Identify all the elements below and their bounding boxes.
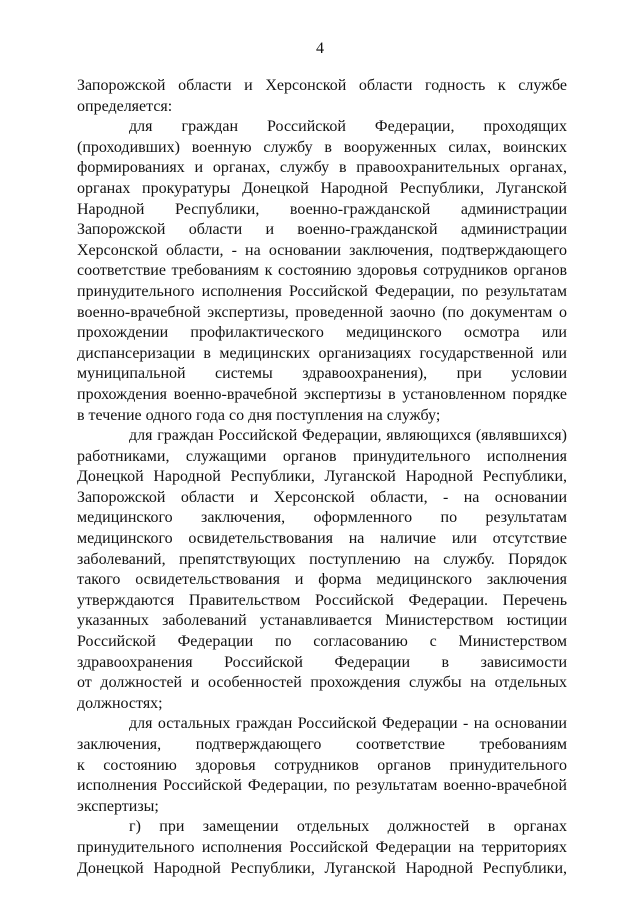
text-line: Российской Федерации по согласованию с Министерством bbox=[77, 633, 567, 651]
text-line: к состоянию здоровья сотрудников органов принудительного bbox=[77, 756, 567, 774]
text-line: от должностей и особенностей прохождения службы на отдельных bbox=[77, 674, 567, 692]
text-line: здравоохранения Российской Федерации в зависимости bbox=[77, 653, 567, 671]
text-line: медицинского освидетельствования на наличие или отсутствие bbox=[77, 530, 567, 548]
text-line: диспансеризации в медицинских организациях государственной или bbox=[77, 344, 567, 362]
text-line: для граждан Российской Федерации, проходящих bbox=[129, 118, 567, 136]
text-line: Народной Республики, военно-гражданской администрации bbox=[77, 200, 567, 218]
document-body-text bbox=[77, 76, 567, 879]
text-line: Запорожской области и Херсонской области годность к службе bbox=[77, 77, 567, 94]
text-line: утверждаются Правительством Российской Федерации. Перечень bbox=[77, 591, 567, 609]
text-line: Херсонской области, - на основании заключения, подтверждающего bbox=[77, 241, 567, 259]
text-line: для граждан Российской Федерации, являющихся (являвшихся) bbox=[129, 427, 567, 445]
page-number: 4 bbox=[316, 40, 324, 57]
text-line: исполнения Российской Федерации, по результатам военно-врачебной bbox=[77, 777, 567, 795]
text-line: принудительного исполнения Российской Федерации, по результатам bbox=[77, 282, 567, 300]
text-line: определяется: bbox=[77, 97, 173, 115]
text-line: должностях; bbox=[77, 694, 163, 712]
text-line: медицинского заключения, оформленного по результатам bbox=[77, 509, 567, 527]
text-line: заключения, подтверждающего соответствие требованиям bbox=[77, 736, 567, 753]
text-line: прохождения военно-врачебной экспертизы в установленном порядке bbox=[77, 385, 567, 403]
text-line: в течение одного года со дня поступления на службу; bbox=[77, 406, 441, 424]
text-line: органах прокуратуры Донецкой Народной Республики, Луганской bbox=[77, 179, 567, 197]
text-line: принудительного исполнения Российской Федерации на территориях bbox=[77, 838, 567, 856]
text-line: Запорожской области и Херсонской области, - на основании bbox=[77, 488, 567, 506]
text-line: военно-врачебной экспертизы, проведенной заочно (по документам о bbox=[77, 303, 567, 321]
text-line: экспертизы; bbox=[77, 797, 159, 815]
text-line: указанных заболеваний устанавливается Министерством юстиции bbox=[77, 612, 567, 630]
text-line: для остальных граждан Российской Федерации - на основании bbox=[129, 715, 567, 733]
text-line: г) при замещении отдельных должностей в органах bbox=[129, 818, 567, 836]
text-line: соответствие требованиям к состоянию здоровья сотрудников органов bbox=[77, 262, 567, 280]
text-line: работниками, служащими органов принудительного исполнения bbox=[77, 447, 567, 465]
text-line: Донецкой Народной Республики, Луганской Народной Республики, bbox=[77, 859, 567, 877]
text-line: муниципальной системы здравоохранения), при условии bbox=[77, 365, 567, 383]
text-line: заболеваний, препятствующих поступлению на службу. Порядок bbox=[77, 550, 567, 568]
text-line: прохождении профилактического медицинского осмотра или bbox=[77, 324, 567, 342]
text-line: Запорожской области и военно-гражданской администрации bbox=[77, 221, 567, 239]
text-line: формированиях и органах, службу в правоохранительных органах, bbox=[77, 159, 567, 177]
text-line: (проходивших) военную службу в вооруженных силах, воинских bbox=[77, 138, 567, 156]
text-line: Донецкой Народной Республики, Луганской Народной Республики, bbox=[77, 468, 567, 486]
text-line: такого освидетельствования и форма медицинского заключения bbox=[77, 571, 567, 589]
